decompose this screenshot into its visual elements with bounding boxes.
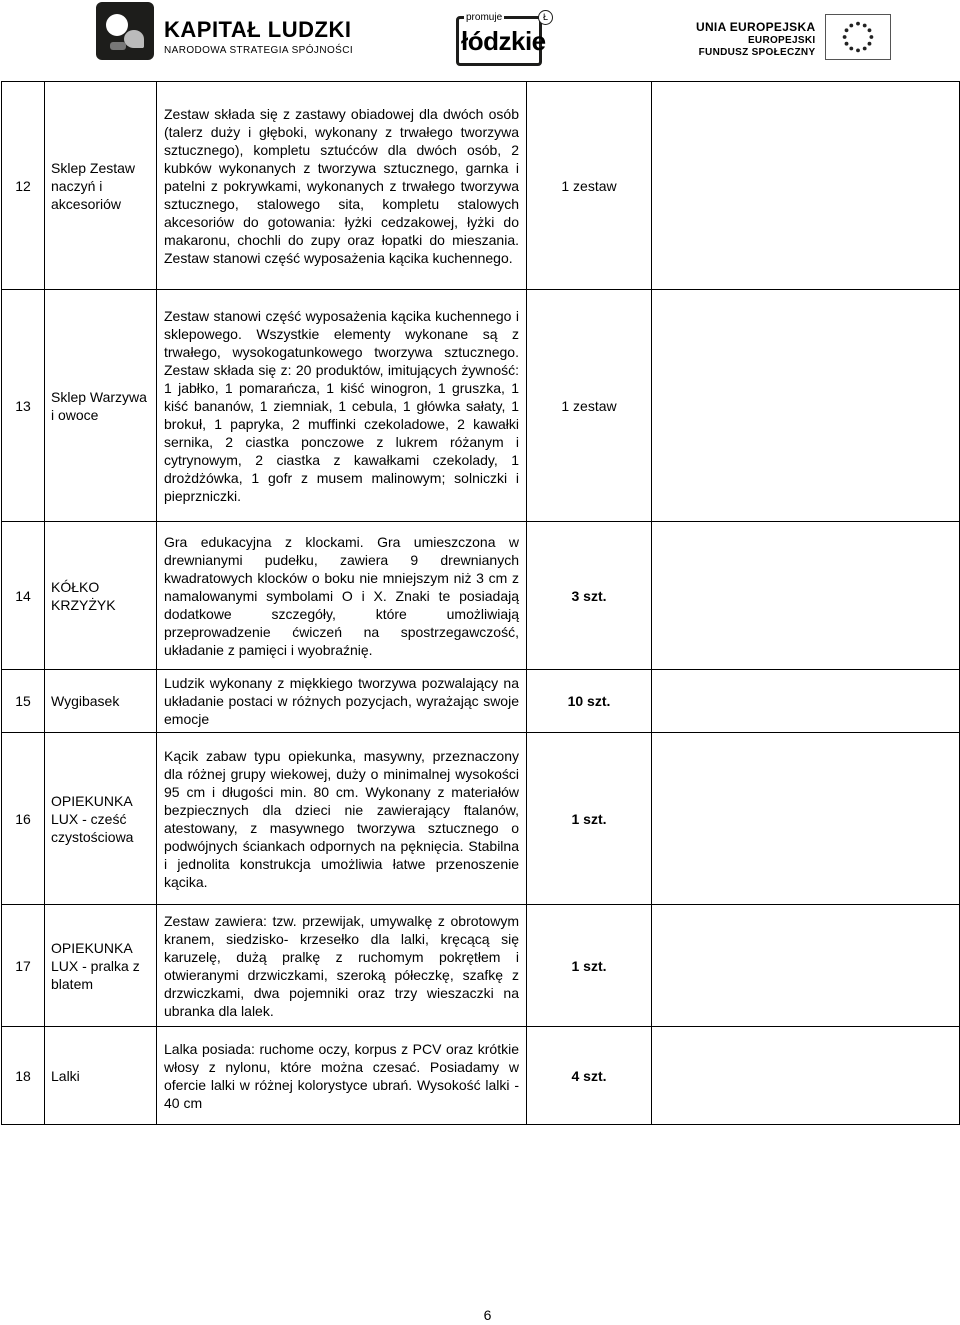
item-name: KÓŁKO KRZYŻYK <box>45 522 157 670</box>
row-number: 16 <box>2 733 45 905</box>
eu-flag-icon <box>825 14 891 60</box>
promuje-label: promuje <box>466 12 503 23</box>
empty-cell <box>652 670 960 733</box>
item-name: Wygibasek <box>45 670 157 733</box>
item-quantity: 10 szt. <box>527 670 652 733</box>
item-quantity: 3 szt. <box>527 522 652 670</box>
table-row <box>2 82 960 290</box>
empty-cell <box>652 82 960 290</box>
item-quantity: 4 szt. <box>527 1027 652 1125</box>
kapital-ludzki-logo <box>96 2 353 60</box>
eu-fund-logo <box>696 14 891 60</box>
item-description: Lalka posiada: ruchome oczy, korpus z PCV oraz krótkie włosy z nylonu, które można czesać. Posiadamy w ofercie lalki w różnej kolorystyce ubrań. Wysokość lalki - 40 cm <box>157 1027 527 1125</box>
item-description: Kącik zabaw typu opiekunka, masywny, przeznaczony dla różnej grupy wiekowej, duży o minimalnej wysokości 95 cm i długości min. 80 cm. Wykonany z materiałów bezpiecznych dla dzieci nie zawierający ftalanów, atestowany, z masywnego tworzywa sztucznego o podwójnych ściankach odpornych na pęknięcia. Stabilna i jednolita konstrukcja umożliwia łatwe przenoszenie kącika. <box>157 733 527 905</box>
item-description: Ludzik wykonany z miękkiego tworzywa pozwalający na układanie postaci w różnych pozycjach, wyrażając swoje emocje <box>157 670 527 733</box>
row-number: 18 <box>2 1027 45 1125</box>
item-quantity: 1 szt. <box>527 733 652 905</box>
table-row <box>2 905 960 1027</box>
eu-line-1: UNIA EUROPEJSKA <box>696 20 816 34</box>
table-row <box>2 670 960 733</box>
row-number: 13 <box>2 290 45 522</box>
item-name: OPIEKUNKA LUX - cześć czystościowa <box>45 733 157 905</box>
table-row <box>2 522 960 670</box>
table-row <box>2 733 960 905</box>
promuje-lodzkie-logo <box>456 10 552 66</box>
eu-line-3: FUNDUSZ SPOŁECZNY <box>698 47 816 58</box>
eu-line-2: EUROPEJSKI <box>747 35 816 46</box>
row-number: 14 <box>2 522 45 670</box>
lodzkie-mark-icon: Ł <box>538 10 553 25</box>
empty-cell <box>652 905 960 1027</box>
row-number: 12 <box>2 82 45 290</box>
item-description: Gra edukacyjna z klockami. Gra umieszczona w drewnianymi pudełku, zawiera 9 drewnianych kwadratowych klocków o boku nie mniejszym niż 3 cm z namalowanymi symbolami O i X. Znaki te posiadają dodatkowe szczegóły, które umożliwiają przeprowadzenie ćwiczeń na spostrzegawczość, układanie z pamięci i wyobraźnię. <box>157 522 527 670</box>
item-name: Lalki <box>45 1027 157 1125</box>
item-description: Zestaw zawiera: tzw. przewijak, umywalkę z obrotowym kranem, siedzisko- krzesełko dla lalki, kręcącą się karuzelę, dużą pralkę z ruchomym pokrętłem i otwieranymi drzwiczkami, szeroką półeczkę, szafkę z drzwiczkami, dwa pojemniki oraz trzy wieszaczki na ubranka dla lalek. <box>157 905 527 1027</box>
page-header <box>0 0 960 78</box>
empty-cell <box>652 733 960 905</box>
kapital-ludzki-subtitle: NARODOWA STRATEGIA SPÓJNOŚCI <box>164 44 354 56</box>
item-description: Zestaw składa się z zastawy obiadowej dla dwóch osób (talerz duży i głęboki, wykonany z trwałego tworzywa sztucznego), kompletu sztućców dla dwóch osób, 2 kubków wykonanych z tworzywa sztucznego, garnka i patelni z pokrywkami, wykonanych z trwałego tworzywa sztucznego, stalowego sita, kompletu stalowych akcesoriów do gotowania: łyżki cedzakowej, łyżki do makaronu, chochli do zupy oraz łopatki do mieszania. Zestaw stanowi część wyposażenia kącika kuchennego. <box>157 82 527 290</box>
item-quantity: 1 zestaw <box>527 82 652 290</box>
page-number: 6 <box>483 1307 492 1323</box>
item-name: Sklep Warzywa i owoce <box>45 290 157 522</box>
item-description: Zestaw stanowi część wyposażenia kącika kuchennego i sklepowego. Wszystkie elementy wykonane są z trwałego, wysokogatunkowego tworzywa sztucznego. Zestaw składa się z: 20 produktów, imitujących żywność: 1 jabłko, 1 pomarańcza, 1 kiść winogron, 1 gruszka, 1 kiść bananów, 1 ziemniak, 1 cebula, 1 główka sałaty, 1 brokuł, 1 papryka, 2 muffinki czekoladowe, 2 kawałki sernika, 2 ciastka ponczowe z lukrem różanym i cytrynowym, 2 ciastka z kawałkami czekolady, 1 drożdżówka, 1 gofr z musem malinowym; solniczki i pieprzniczki. <box>157 290 527 522</box>
table-row <box>2 1027 960 1125</box>
row-number: 17 <box>2 905 45 1027</box>
item-quantity: 1 szt. <box>527 905 652 1027</box>
kapital-ludzki-emblem-icon <box>96 2 154 60</box>
item-name: Sklep Zestaw naczyń i akcesoriów <box>45 82 157 290</box>
kapital-ludzki-title: KAPITAŁ LUDZKI <box>164 16 352 42</box>
item-name: OPIEKUNKA LUX - pralka z blatem <box>45 905 157 1027</box>
item-quantity: 1 zestaw <box>527 290 652 522</box>
equipment-table <box>1 81 960 1125</box>
lodzkie-label: łódzkie <box>461 26 546 56</box>
empty-cell <box>652 290 960 522</box>
row-number: 15 <box>2 670 45 733</box>
table-row <box>2 290 960 522</box>
empty-cell <box>652 1027 960 1125</box>
empty-cell <box>652 522 960 670</box>
